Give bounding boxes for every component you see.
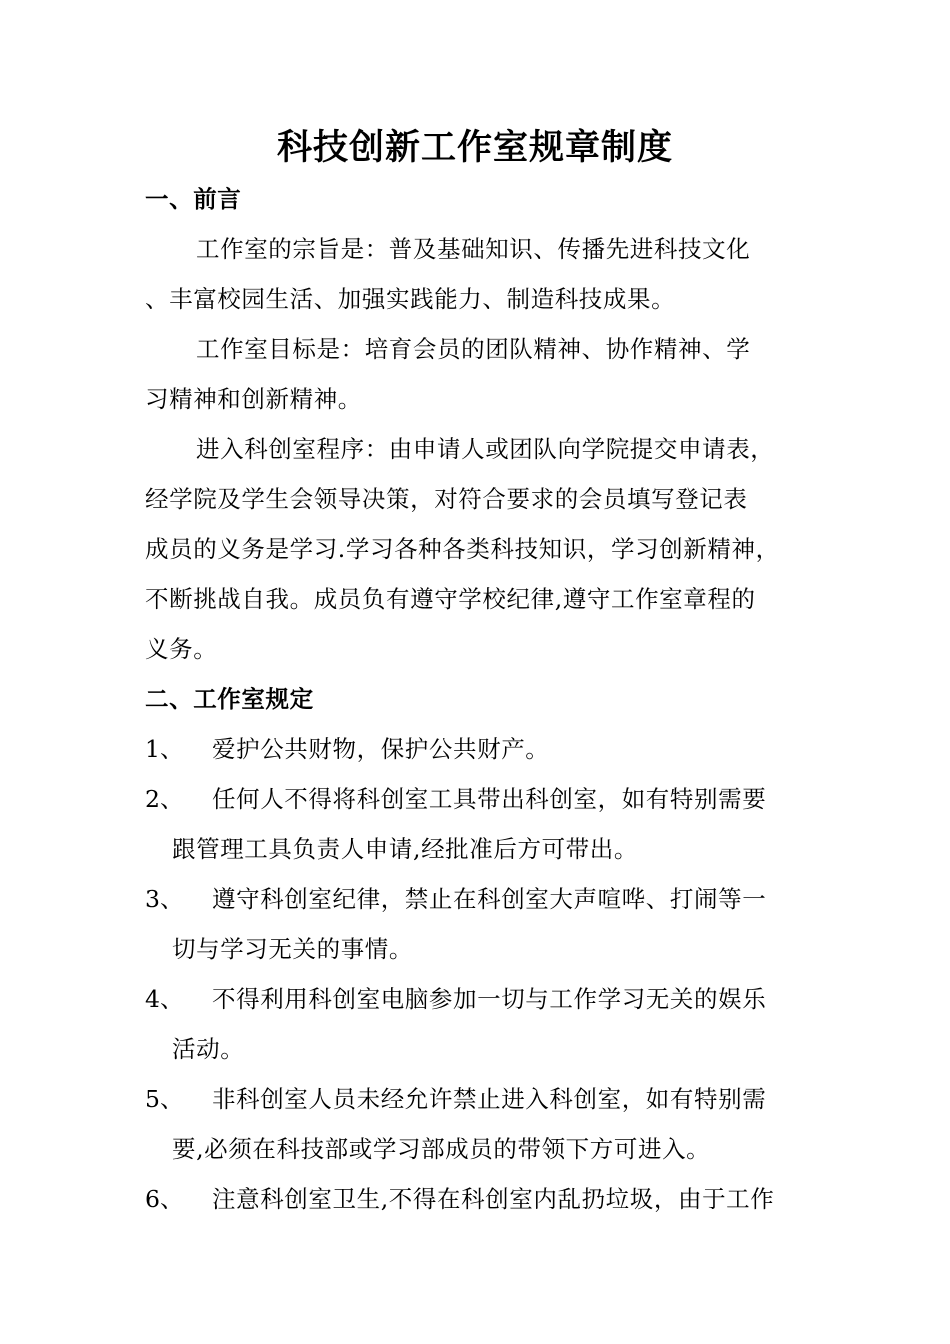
- list-item-text: 不得利用科创室电脑参加一切与工作学习无关的娱乐: [212, 985, 767, 1013]
- section-heading-preface: 一、前言: [145, 185, 242, 213]
- list-item-number: 1、: [145, 735, 184, 763]
- list-item-text: 遵守科创室纪律，禁止在科创室大声喧哗、打闹等一: [212, 885, 767, 913]
- paragraph-line: 工作室的宗旨是：普及基础知识、传播先进科技文化: [196, 235, 751, 263]
- list-item-continuation: 切与学习无关的事情。: [172, 935, 413, 963]
- paragraph-line: 习精神和创新精神。: [145, 385, 362, 413]
- list-item-number: 6、: [145, 1185, 184, 1213]
- list-item-continuation: 要,必须在科技部或学习部成员的带领下方可进入。: [172, 1135, 711, 1163]
- paragraph-line: 工作室目标是：培育会员的团队精神、协作精神、学: [196, 335, 751, 363]
- paragraph-line: 进入科创室程序：由申请人或团队向学院提交申请表，: [196, 435, 775, 463]
- list-item-number: 3、: [145, 885, 184, 913]
- list-item-text: 注意科创室卫生,不得在科创室内乱扔垃圾，由于工作: [212, 1185, 775, 1213]
- list-item-text: 非科创室人员未经允许禁止进入科创室，如有特别需: [212, 1085, 767, 1113]
- list-item-text: 爱护公共财物，保护公共财产。: [212, 735, 550, 763]
- section-heading-rules: 二、工作室规定: [145, 685, 314, 713]
- list-item-continuation: 活动。: [172, 1035, 245, 1063]
- paragraph-line: 经学院及学生会领导决策，对符合要求的会员填写登记表: [145, 485, 748, 513]
- list-item-continuation: 跟管理工具负责人申请,经批准后方可带出。: [172, 835, 638, 863]
- list-item-text: 任何人不得将科创室工具带出科创室，如有特别需要: [212, 785, 767, 813]
- document-title: 科技创新工作室规章制度: [276, 128, 673, 168]
- paragraph-line: 成员的义务是学习.学习各种各类科技知识，学习创新精神，: [145, 535, 780, 563]
- list-item-number: 5、: [145, 1085, 184, 1113]
- paragraph-line: 、丰富校园生活、加强实践能力、制造科技成果。: [145, 285, 676, 313]
- list-item-number: 2、: [145, 785, 184, 813]
- paragraph-line: 义务。: [145, 635, 218, 663]
- list-item-number: 4、: [145, 985, 184, 1013]
- paragraph-line: 不断挑战自我。成员负有遵守学校纪律,遵守工作室章程的: [145, 585, 756, 613]
